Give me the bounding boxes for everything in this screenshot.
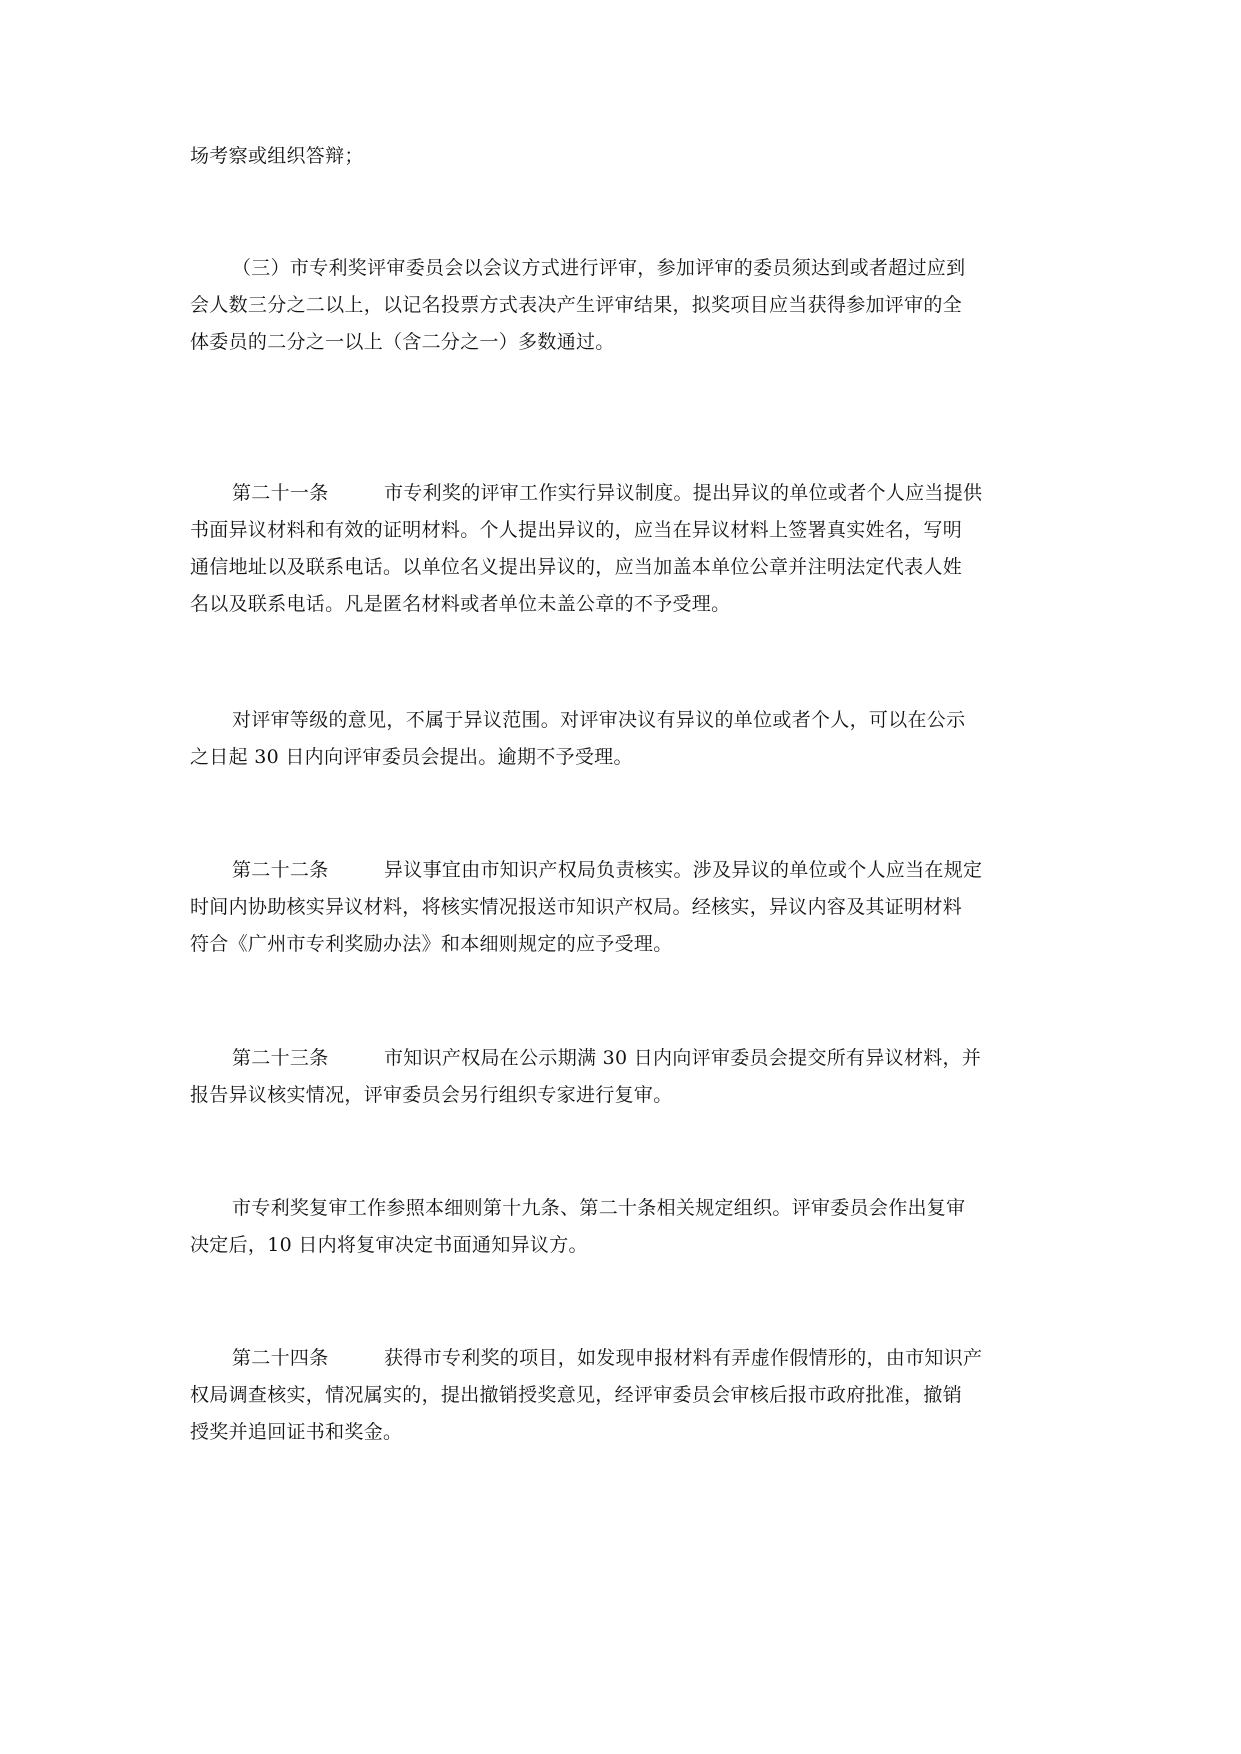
text-line xyxy=(190,852,1060,889)
text-line: 书面异议材料和有效的证明材料。个人提出异议的，应当在异议材料上签署真实姓名，写明 xyxy=(190,519,963,541)
text-line: 授奖并追回证书和奖金。 xyxy=(190,1421,403,1443)
text-line: 之日起 30 日内向评审委员会提出。逾期不予受理。 xyxy=(190,746,633,768)
text-line xyxy=(190,1040,1060,1077)
paragraph-article-21 xyxy=(190,475,1060,623)
article-text: 获得市专利奖的项目，如发现申报材料有弄虚作假情形的，由市知识产 xyxy=(384,1347,983,1369)
text-line: 名以及联系电话。凡是匿名材料或者单位未盖公章的不予受理。 xyxy=(190,593,731,615)
text-line: 报告异议核实情况，评审委员会另行组织专家进行复审。 xyxy=(190,1084,673,1106)
paragraph-article-24 xyxy=(190,1340,1060,1451)
article-number: 第二十四条 xyxy=(232,1347,329,1369)
paragraph-article-23 xyxy=(190,1040,1060,1114)
text-line: 市专利奖复审工作参照本细则第十九条、第二十条相关规定组织。评审委员会作出复审 xyxy=(232,1197,966,1219)
article-text: 市专利奖的评审工作实行异议制度。提出异议的单位或者个人应当提供 xyxy=(384,482,983,504)
text-line: 决定后，10 日内将复审决定书面通知异议方。 xyxy=(190,1234,588,1256)
article-number: 第二十二条 xyxy=(232,859,329,881)
text-line: 符合《广州市专利奖励办法》和本细则规定的应予受理。 xyxy=(190,933,673,955)
text-line xyxy=(190,475,1060,512)
article-text: 异议事宜由市知识产权局负责核实。涉及异议的单位或个人应当在规定 xyxy=(384,859,983,881)
text-line: 权局调查核实，情况属实的，提出撤销授奖意见，经评审委员会审核后报市政府批准，撤销 xyxy=(190,1384,963,1406)
text-line: 时间内协助核实异议材料，将核实情况报送市知识产权局。经核实，异议内容及其证明材料 xyxy=(190,896,963,918)
text-line xyxy=(190,1340,1060,1377)
article-text: 市知识产权局在公示期满 30 日内向评审委员会提交所有异议材料，并 xyxy=(384,1047,982,1069)
paragraph-item-three xyxy=(190,250,1060,361)
article-number: 第二十一条 xyxy=(232,482,329,504)
text-line: 场考察或组织答辩； xyxy=(190,145,364,167)
text-line: 体委员的二分之一以上（含二分之一）多数通过。 xyxy=(190,331,615,353)
paragraph-objection-scope xyxy=(190,702,1060,776)
article-number: 第二十三条 xyxy=(232,1047,329,1069)
text-line: 对评审等级的意见，不属于异议范围。对评审决议有异议的单位或者个人，可以在公示 xyxy=(232,709,966,731)
text-line: （三）市专利奖评审委员会以会议方式进行评审，参加评审的委员须达到或者超过应到 xyxy=(232,257,966,279)
paragraph-review-procedure xyxy=(190,1190,1060,1264)
text-line: 会人数三分之二以上，以记名投票方式表决产生评审结果，拟奖项目应当获得参加评审的全 xyxy=(190,294,963,316)
paragraph-article-22 xyxy=(190,852,1060,963)
text-line: 通信地址以及联系电话。以单位名义提出异议的，应当加盖本单位公章并注明法定代表人姓 xyxy=(190,556,963,578)
paragraph-continuation xyxy=(190,138,1060,175)
